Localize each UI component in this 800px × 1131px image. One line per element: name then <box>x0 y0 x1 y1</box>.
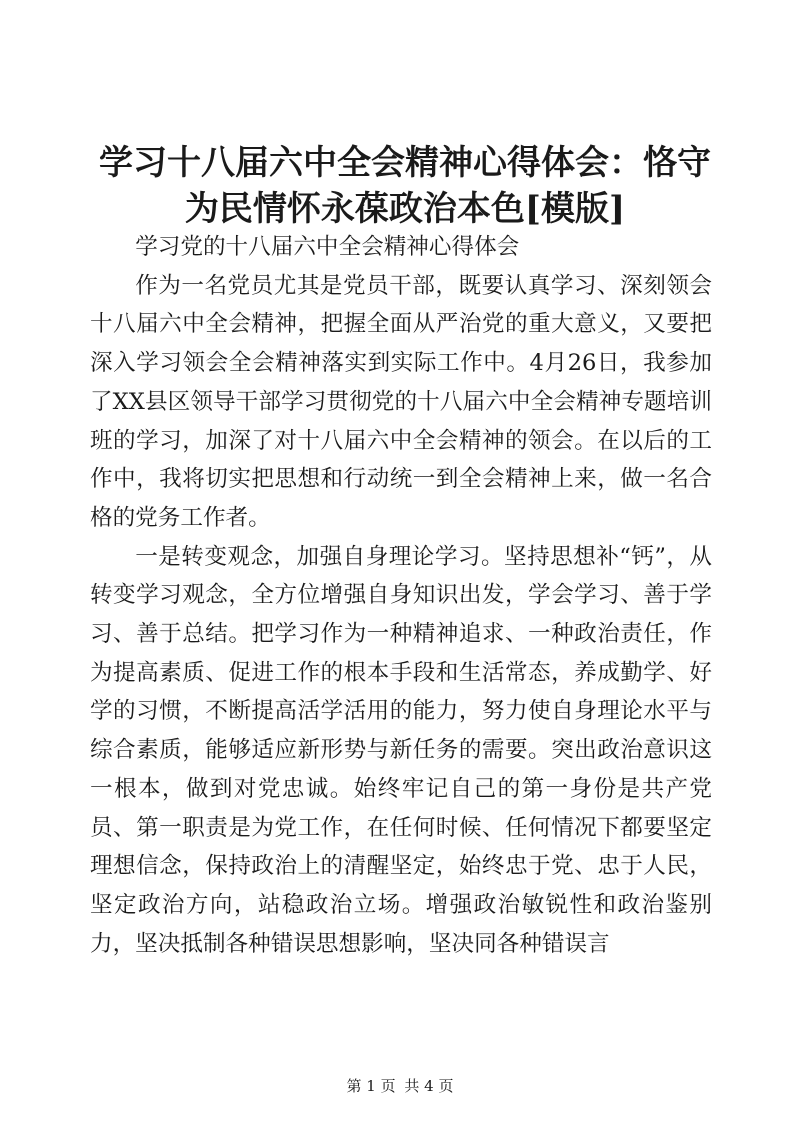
page-footer <box>0 1076 800 1096</box>
document-subtitle: 学习党的十八届六中全会精神心得体会 <box>135 234 520 260</box>
paragraph-intro: 作为一名党员尤其是党员干部，既要认真学习、深刻领会十八届六中全会精神，把握全面从严治党的重大意义，又要把深入学习领会全会精神落实到实际工作中。4月26日，我参加了XX县区领导干部学习贯彻党的十八届六中全会精神专题培训班的学习，加深了对十八届六中全会精神的领会。在以后的工作中，我将切实把思想和行动统一到全会精神上来，做一名合格的党务工作者。 <box>90 272 712 531</box>
document-title: 学习十八届六中全会精神心得体会：恪守为民情怀永葆政治本色[模版] <box>99 143 711 229</box>
paragraph-point-one: 一是转变观念，加强自身理论学习。坚持思想补“钙”，从转变学习观念，全方位增强自身知识出发，学会学习、善于学习、善于总结。把学习作为一种精神追求、一种政治责任，作为提高素质、促进工作的根本手段和生活常态，养成勤学、好学的习惯，不断提高活学活用的能力，努力使自身理论水平与综合素质，能够适应新形势与新任务的需要。突出政治意识这一根本，做到对党忠诚。始终牢记自己的第一身份是共产党员、第一职责是为党工作，在任何时候、任何情况下都要坚定理想信念，保持政治上的清醒坚定，始终忠于党、忠于人民，坚定政治方向，站稳政治立场。增强政治敏锐性和政治鉴别力，坚决抵制各种错误思想影响，坚决同各种错误言 <box>90 543 712 957</box>
page-number: 第 1 页 <box>346 1077 396 1095</box>
page-total: 共 4 页 <box>404 1077 454 1095</box>
document-body <box>90 228 712 963</box>
